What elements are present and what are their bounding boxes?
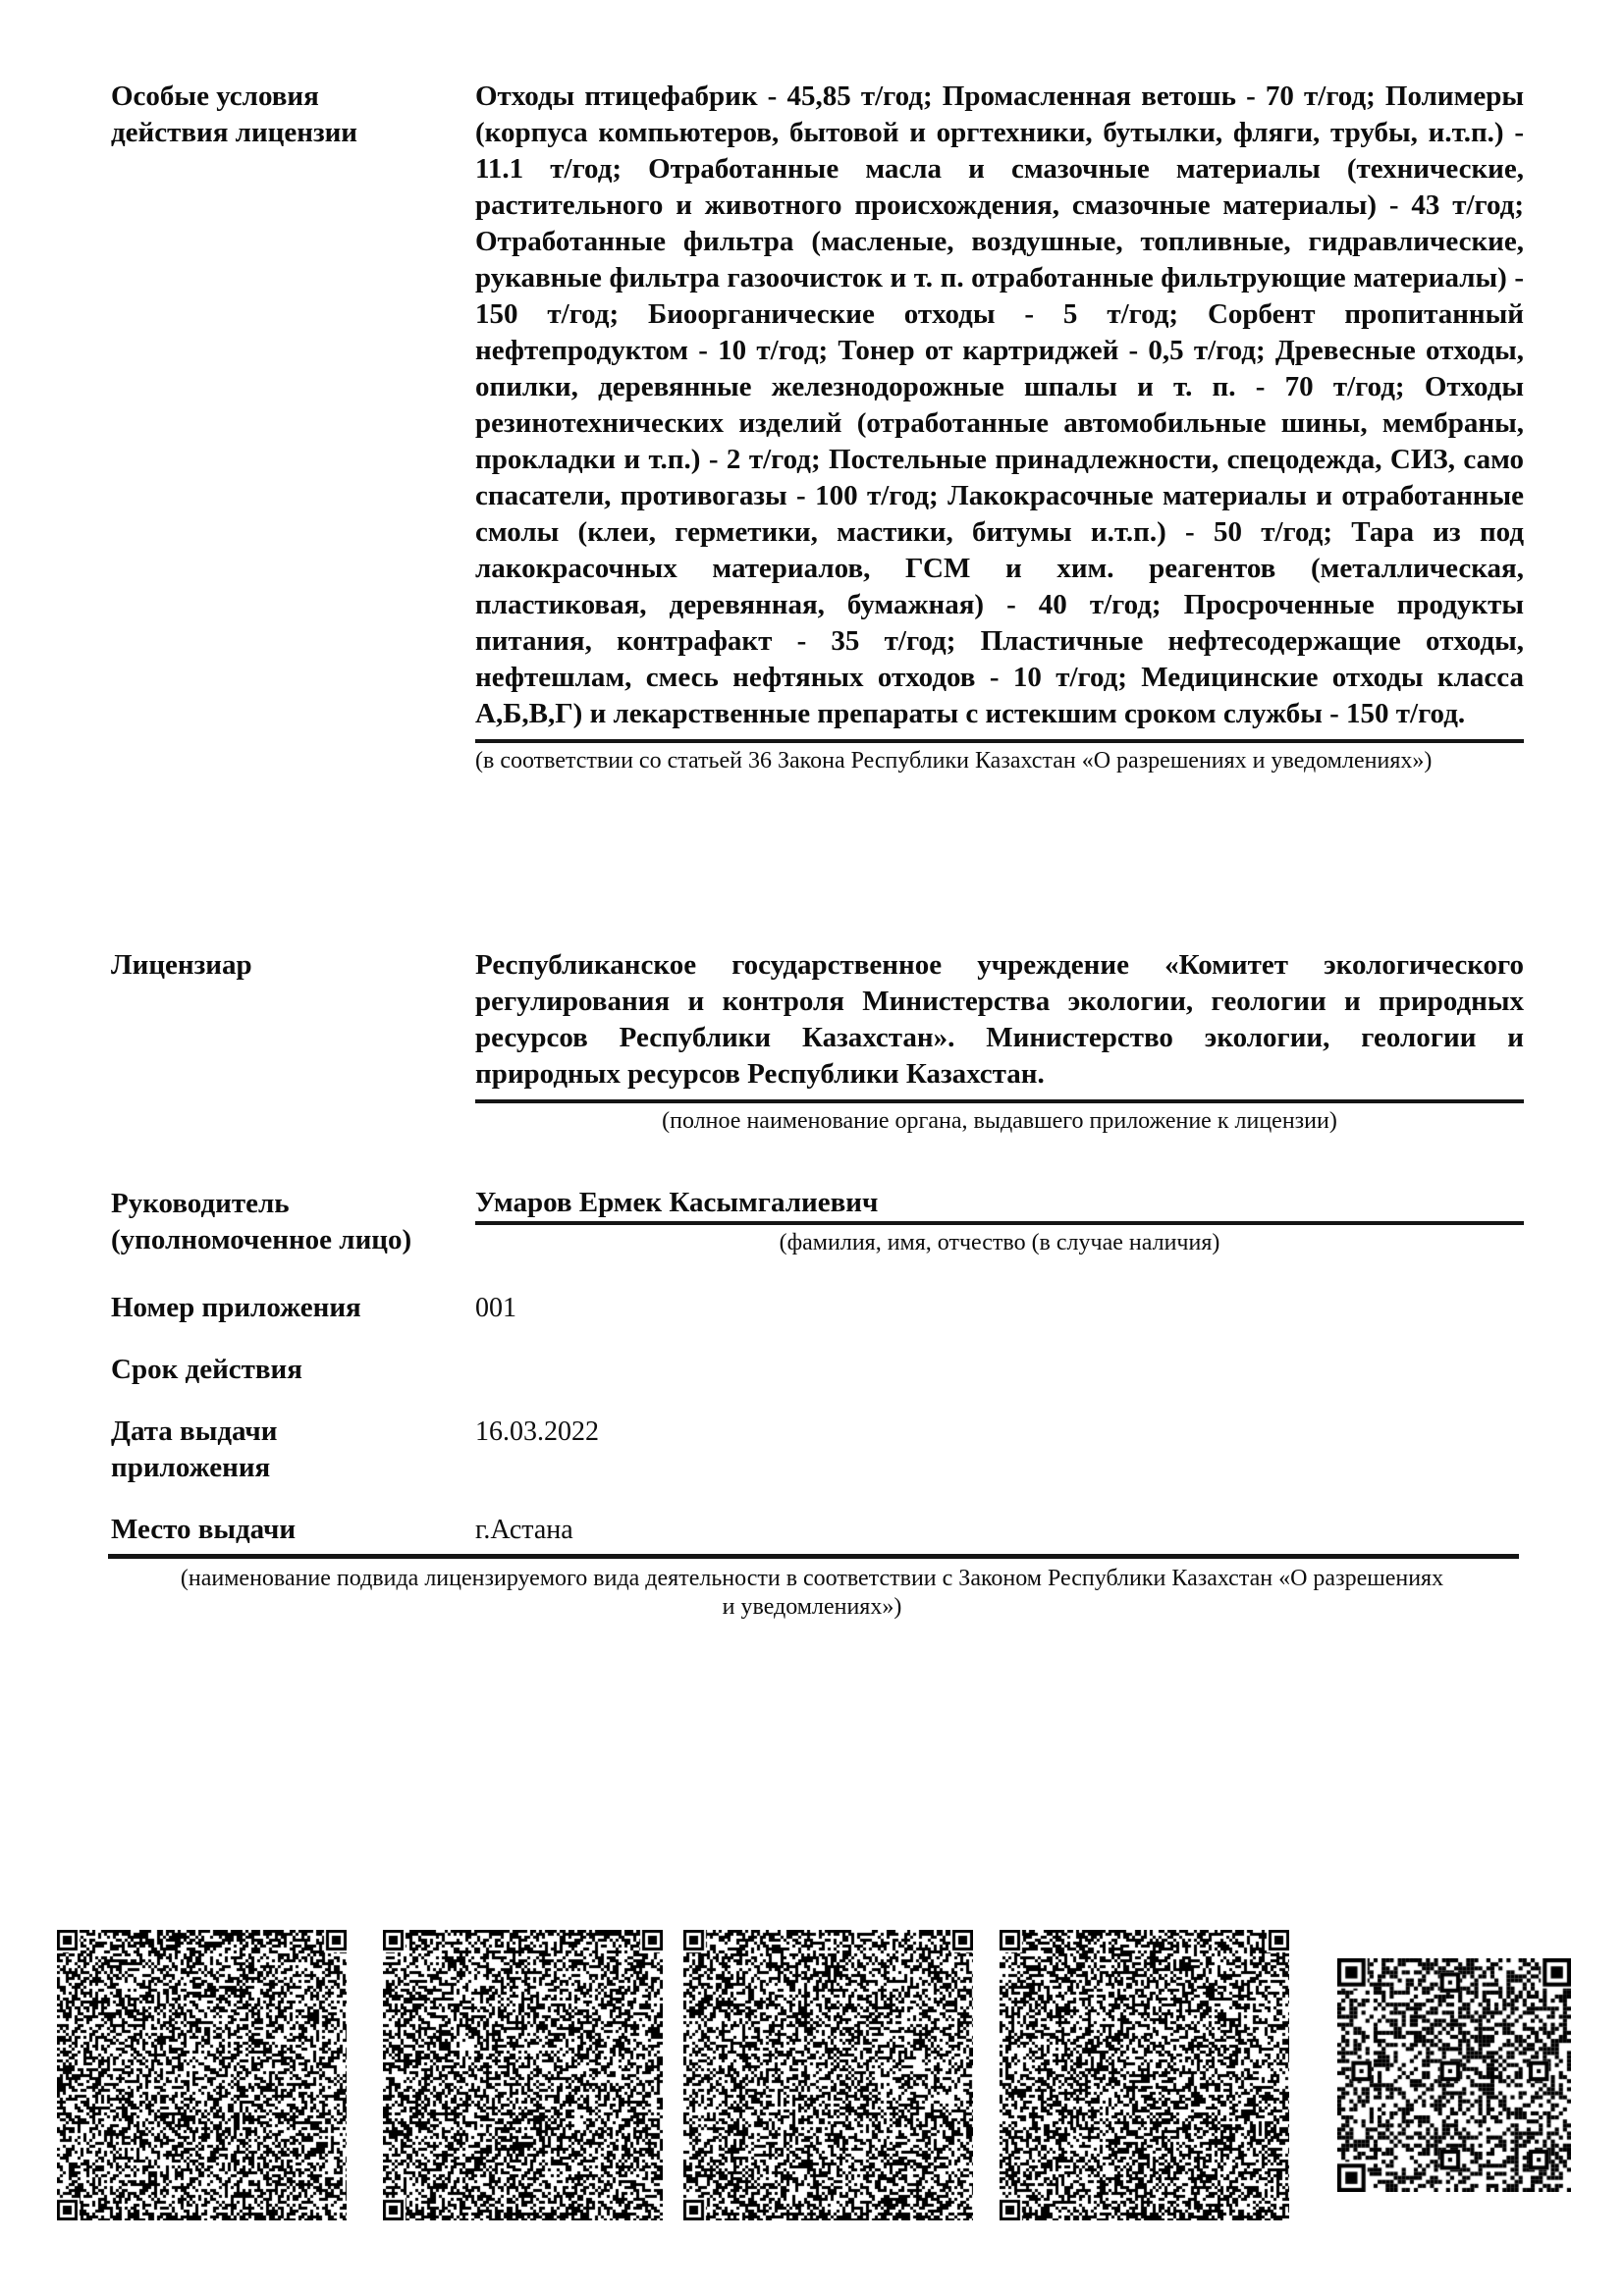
footer-separator-line [108,1554,1519,1559]
licensor-block [475,947,1524,1136]
licensor-label-wrap [111,947,474,984]
special-conditions-label [111,79,474,151]
issue-place-value: г.Астана [475,1515,573,1545]
issue-date-label-line2: приложения [111,1452,271,1483]
issue-place-label: Место выдачи [111,1514,297,1545]
head-official-label-line2: (уполномоченное лицо) [111,1224,412,1255]
barcode-block-3 [683,1930,973,2220]
head-official-label-line1: Руководитель [111,1188,290,1219]
special-conditions-legal-note: (в соответствии со статьей 36 Закона Республики Казахстан «О разрешениях и уведомлениях») [475,748,1433,774]
head-official-name: Умаров Ермек Касымгалиевич [475,1187,879,1218]
appendix-number-value: 001 [475,1293,516,1323]
head-official-label [111,1186,474,1258]
issue-date-label [111,1414,474,1486]
appendix-number-label: Номер приложения [111,1292,361,1323]
special-conditions-label-line2: действия лицензии [111,117,358,148]
special-conditions-block [475,79,1524,775]
issue-date-label-line1: Дата выдачи [111,1415,278,1447]
head-official-block [475,1186,1524,1257]
barcode-block-2 [383,1930,663,2220]
separator-line [475,1099,1524,1103]
signature-line [475,1221,1524,1225]
licensor-caption: (полное наименование органа, выдавшего приложение к лицензии) [662,1108,1337,1134]
separator-line [475,739,1524,743]
qr-code [1337,1958,1571,2192]
barcode-block-4 [1000,1930,1289,2220]
footer-note [39,1565,1585,1622]
licensor-name: Республиканское государственное учреждение «Комитет экологического регулирования и контроля Министерства экологии, геологии и природных ресурсов Республики Казахстан». Министерство экологии, геологии и природных ресурсов Республики Казахстан. [475,949,1524,1090]
issue-date-value: 16.03.2022 [475,1416,599,1447]
footer-note-line2: и уведомлениях») [722,1594,902,1620]
barcode-block-1 [57,1930,347,2220]
licensor-label: Лицензиар [111,949,252,981]
special-conditions-label-line1: Особые условия [111,80,319,112]
head-official-caption: (фамилия, имя, отчество (в случае наличия) [779,1230,1220,1255]
footer-note-line1: (наименование подвида лицензируемого вида деятельности в соответствии с Законом Республики Казахстан «О разрешениях [180,1566,1444,1591]
special-conditions-text: Отходы птицефабрик - 45,85 т/год; Промасленная ветошь - 70 т/год; Полимеры (корпуса компьютеров, бытовой и оргтехники, бутылки, фляги, трубы, и.т.п.) - 11.1 т/год; Отработанные масла и смазочные материалы (технические, растительного и животного происхождения, смазочные материалы) - 43 т/год; Отработанные фильтра (масленые, воздушные, топливные, гидравлические, рукавные фильтра газоочисток и т. п. отработанные фильтрующие материалы) - 150 т/год; Биоорганические отходы - 5 т/год; Сорбент пропитанный нефтепродуктом - 10 т/год; Тонер от картриджей - 0,5 т/год; Древесные отходы, опилки, деревянные железнодорожные шпалы и т. п. - 70 т/год; Отходы резинотехнических изделий (отработанные автомобильные шины, мембраны, прокладки и т.п.) - 2 т/год; Постельные принадлежности, спецодежда, СИЗ, само спасатели, противогазы - 100 т/год; Лакокрасочные материалы и отработанные смолы (клеи, герметики, мастики, битумы и.т.п.) - 50 т/год; Тара из под лакокрасочных материалов, ГСМ и хим. реагентов (металлическая, пластиковая, деревянная, бумажная) - 40 т/год; Просроченные продукты питания, контрафакт - 35 т/год; Пластичные нефтесодержащие отходы, нефтешлам, смесь нефтяных отходов - 10 т/год; Медицинские отходы класса А,Б,В,Г) и лекарственные препараты с истекшим сроком службы - 150 т/год. [475,80,1524,729]
validity-period-label: Срок действия [111,1354,302,1385]
